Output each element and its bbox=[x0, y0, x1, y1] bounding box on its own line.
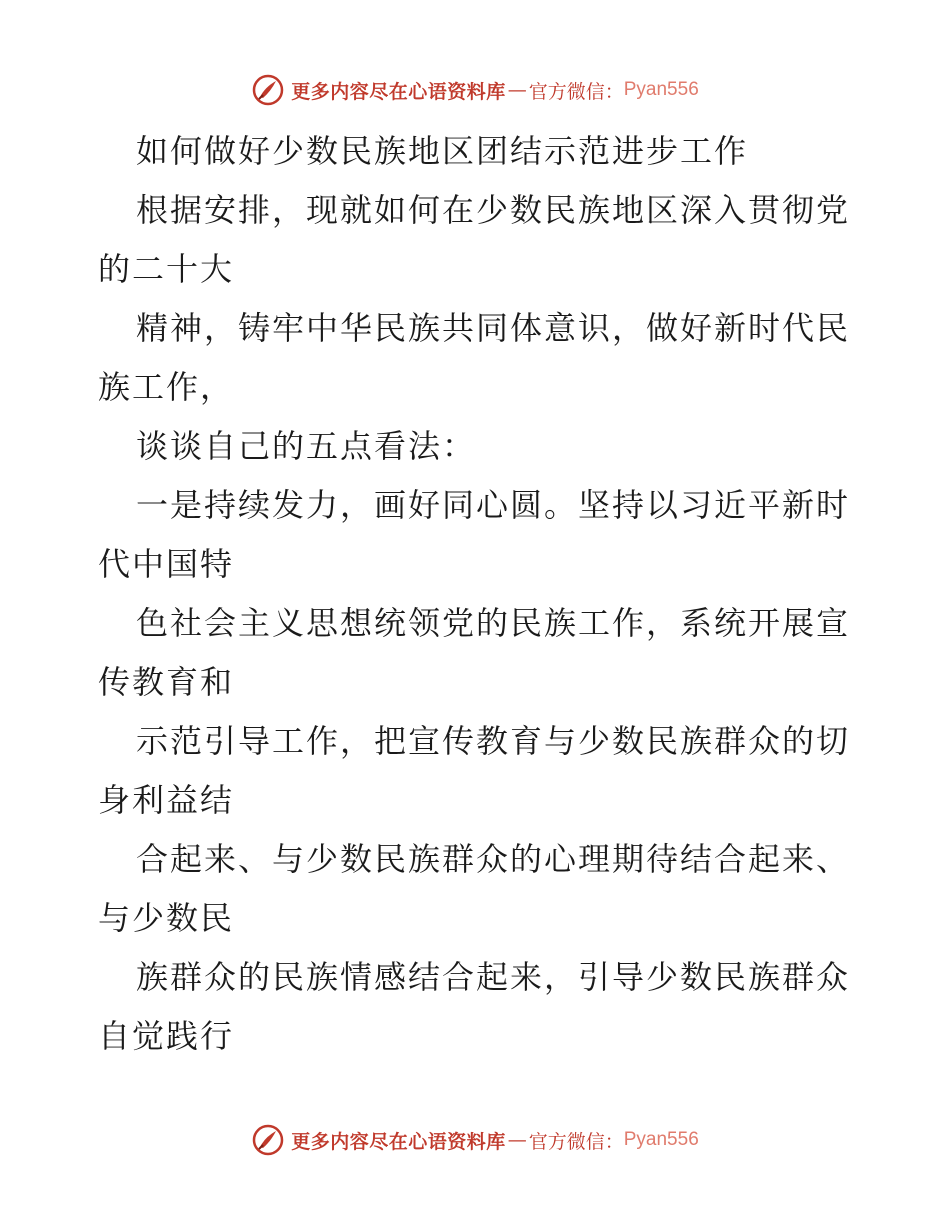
document-title: 如何做好少数民族地区团结示范进步工作 bbox=[136, 132, 749, 170]
paragraph-line: 根据安排，现就如何在少数民族地区深入贯彻党 bbox=[136, 191, 851, 229]
banner-wechat-id: Pyan556 bbox=[623, 1129, 699, 1150]
paragraph-line: 合起来、与少数民族群众的心理期待结合起来、 bbox=[136, 840, 851, 878]
banner-dash: — bbox=[507, 1129, 527, 1151]
paragraph-line: 示范引导工作，把宣传教育与少数民族群众的切 bbox=[136, 722, 851, 760]
paragraph-line: 自觉践行 bbox=[98, 1017, 235, 1055]
paragraph-line: 代中国特 bbox=[98, 545, 235, 583]
banner-dash: — bbox=[507, 79, 527, 101]
brush-logo-icon bbox=[251, 73, 285, 107]
banner-title: 更多内容尽在心语资料库 bbox=[291, 1130, 506, 1153]
header-banner bbox=[0, 70, 950, 110]
document-body bbox=[98, 122, 858, 1066]
paragraph-line: 谈谈自己的五点看法： bbox=[136, 427, 477, 465]
brush-logo-icon bbox=[251, 1123, 285, 1157]
paragraph-line: 传教育和 bbox=[98, 663, 235, 701]
paragraph-line: 族群众的民族情感结合起来，引导少数民族群众 bbox=[136, 958, 851, 996]
paragraph-line: 一是持续发力，画好同心圆。坚持以习近平新时 bbox=[136, 486, 851, 524]
banner-wechat-label: 官方微信： bbox=[528, 80, 624, 103]
banner-wechat-label: 官方微信： bbox=[528, 1130, 624, 1153]
paragraph-line: 与少数民 bbox=[98, 899, 235, 937]
banner-wechat-id: Pyan556 bbox=[623, 79, 699, 100]
paragraph-line: 色社会主义思想统领党的民族工作，系统开展宣 bbox=[136, 604, 851, 642]
footer-banner bbox=[0, 1120, 950, 1160]
paragraph-line: 身利益结 bbox=[98, 781, 235, 819]
paragraph-line: 精神，铸牢中华民族共同体意识，做好新时代民 bbox=[136, 309, 851, 347]
banner-title: 更多内容尽在心语资料库 bbox=[291, 80, 506, 103]
paragraph-line: 的二十大 bbox=[98, 250, 235, 288]
paragraph-line: 族工作， bbox=[98, 368, 235, 406]
